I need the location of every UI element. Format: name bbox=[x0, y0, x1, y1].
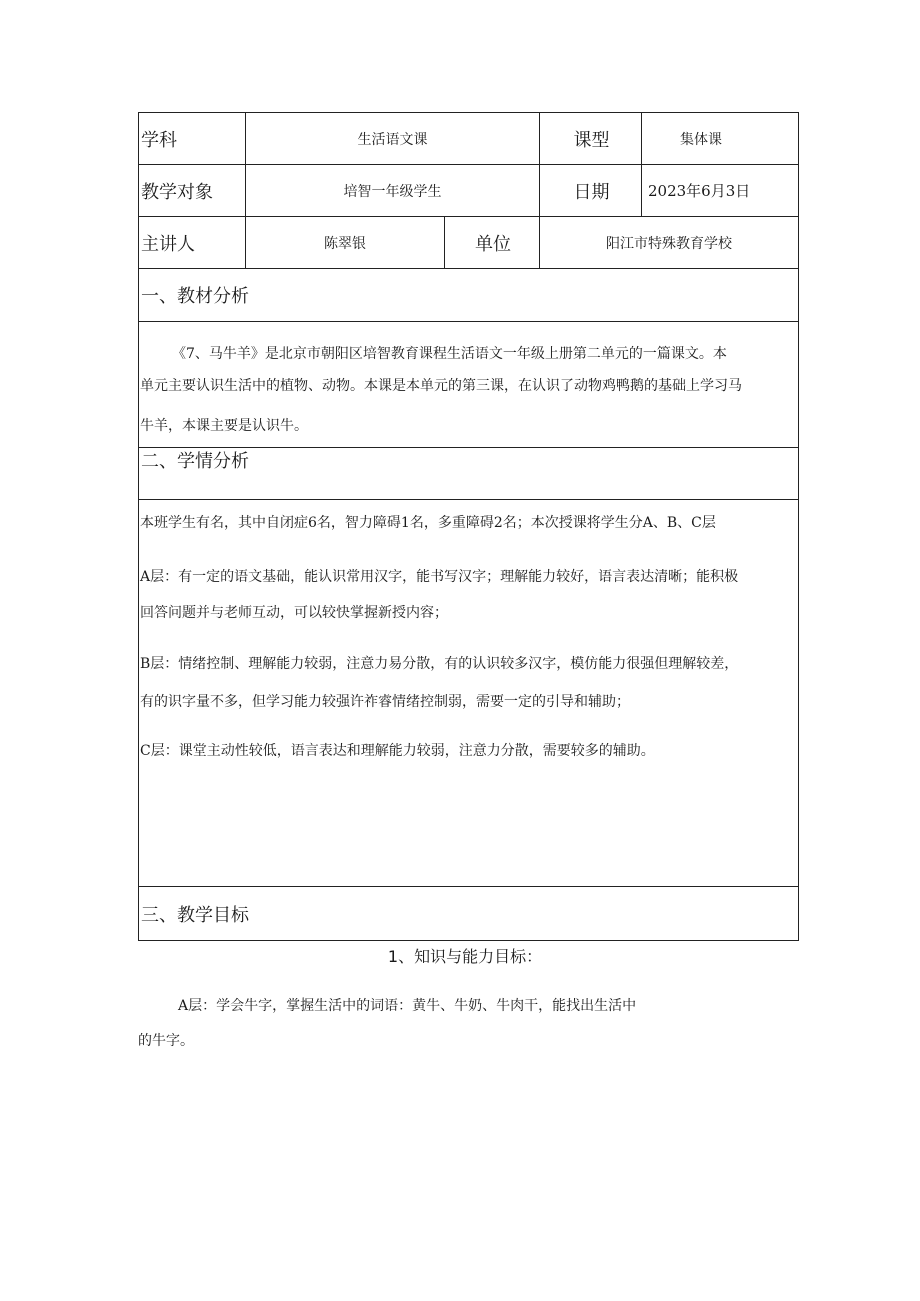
subject-label: 学科 bbox=[141, 129, 177, 151]
goal-a-line-1: A层：学会牛字，掌握生活中的词语：黄牛、牛奶、牛肉干，能找出生活中 bbox=[178, 998, 637, 1014]
teaching-goals-title: 三、教学目标 bbox=[141, 904, 249, 926]
learner-c-line: C层：课堂主动性较低，语言表达和理解能力较弱，注意力分散，需要较多的辅助。 bbox=[140, 743, 655, 759]
learner-b-line-1: B层：情绪控制、理解能力较弱，注意力易分散，有的认识较多汉字，模仿能力很强但理解较差， bbox=[140, 656, 739, 672]
learner-analysis-title: 二、学情分析 bbox=[141, 451, 249, 472]
class-type-value: 集体课 bbox=[680, 131, 722, 148]
material-line-2: 单元主要认识生活中的植物、动物。本课是本单元的第三课，在认识了动物鸡鸭鹅的基础上学习马 bbox=[140, 378, 742, 394]
date-label: 日期 bbox=[573, 181, 610, 203]
subject-value: 生活语文课 bbox=[357, 131, 428, 148]
learner-intro: 本班学生有名，其中自闭症6名，智力障碍1名，多重障碍2名；本次授课将学生分A、B、C层 bbox=[140, 515, 716, 531]
date-value: 2023年6月3日 bbox=[648, 182, 751, 200]
lecturer-label: 主讲人 bbox=[141, 233, 195, 255]
material-line-3: 牛羊，本课主要是认识牛。 bbox=[140, 418, 308, 434]
audience-value: 培智一年级学生 bbox=[343, 183, 442, 200]
learner-b-line-2: 有的识字量不多，但学习能力较强许祚睿情绪控制弱，需要一定的引导和辅助； bbox=[140, 694, 630, 710]
lecturer-value: 陈翠银 bbox=[324, 235, 366, 252]
audience-label: 教学对象 bbox=[141, 181, 213, 203]
table-rule bbox=[138, 321, 799, 322]
unit-label: 单位 bbox=[475, 233, 511, 255]
material-line-1: 《7、马牛羊》是北京市朝阳区培智教育课程生活语文一年级上册第二单元的一篇课文。本 bbox=[172, 346, 727, 362]
knowledge-goal-subtitle: 1、知识与能力目标： bbox=[387, 947, 543, 966]
class-type-label: 课型 bbox=[573, 129, 610, 151]
goal-a-line-2: 的牛字。 bbox=[138, 1033, 194, 1049]
learner-a-line-1: A层：有一定的语文基础，能认识常用汉字，能书写汉字；理解能力较好，语言表达清晰；能积极 bbox=[140, 569, 739, 585]
table-rule bbox=[138, 940, 799, 941]
table-rule bbox=[798, 112, 799, 941]
learner-a-line-2: 回答问题并与老师互动，可以较快掌握新授内容； bbox=[140, 605, 448, 621]
material-analysis-title: 一、教材分析 bbox=[141, 286, 249, 307]
unit-value: 阳江市特殊教育学校 bbox=[606, 235, 732, 252]
table-rule bbox=[138, 499, 799, 500]
